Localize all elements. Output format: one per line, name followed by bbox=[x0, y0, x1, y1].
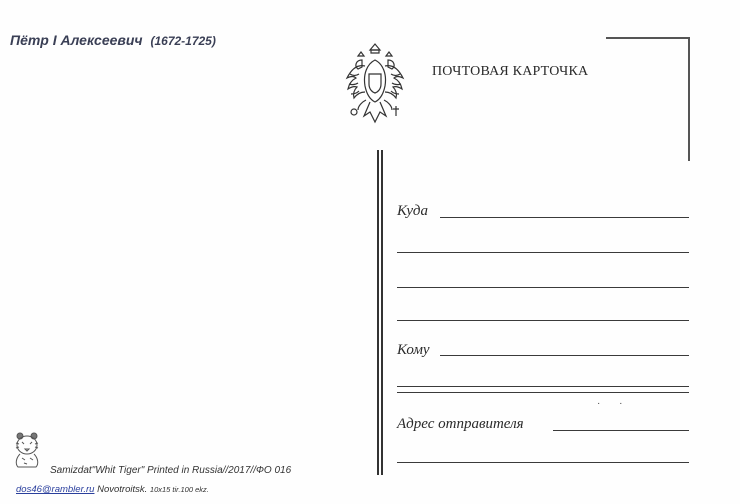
email-link[interactable]: dos46@rambler.ru bbox=[16, 484, 95, 495]
sender-line-2 bbox=[397, 462, 689, 463]
whom-line-2 bbox=[397, 386, 689, 387]
to-label: Куда bbox=[397, 203, 429, 219]
whom-label: Кому bbox=[397, 342, 430, 358]
stray-print-marks: · · bbox=[597, 398, 631, 409]
contact-line bbox=[16, 484, 209, 495]
caption-name: Пётр I Алексеевич bbox=[10, 32, 143, 48]
caption-years: (1672-1725) bbox=[150, 34, 216, 48]
stamp-box-top-border bbox=[606, 37, 689, 39]
stamp-box-right-border bbox=[688, 37, 690, 161]
tiger-logo-icon bbox=[12, 430, 42, 468]
sender-address-label: Адрес отправителя bbox=[397, 416, 524, 432]
sender-line-1 bbox=[553, 430, 689, 431]
city-text: Novotroitsk. bbox=[97, 484, 148, 495]
to-line-4 bbox=[397, 320, 689, 321]
vertical-divider-inner bbox=[381, 150, 383, 475]
whom-line-1 bbox=[440, 355, 689, 356]
double-headed-eagle-icon bbox=[340, 40, 410, 128]
to-line-3 bbox=[397, 287, 689, 288]
to-line-2 bbox=[397, 252, 689, 253]
print-info-text: 10x15 tir.100 ekz. bbox=[149, 485, 209, 494]
whom-line-3 bbox=[397, 392, 689, 393]
to-line-1 bbox=[440, 217, 689, 218]
vertical-divider bbox=[377, 150, 379, 475]
portrait-caption bbox=[10, 32, 216, 48]
publisher-line: Samizdat"Whit Tiger" Printed in Russia//2017//ФО 016 bbox=[50, 465, 292, 476]
postcard-heading: ПОЧТОВАЯ КАРТОЧКА bbox=[432, 64, 589, 79]
